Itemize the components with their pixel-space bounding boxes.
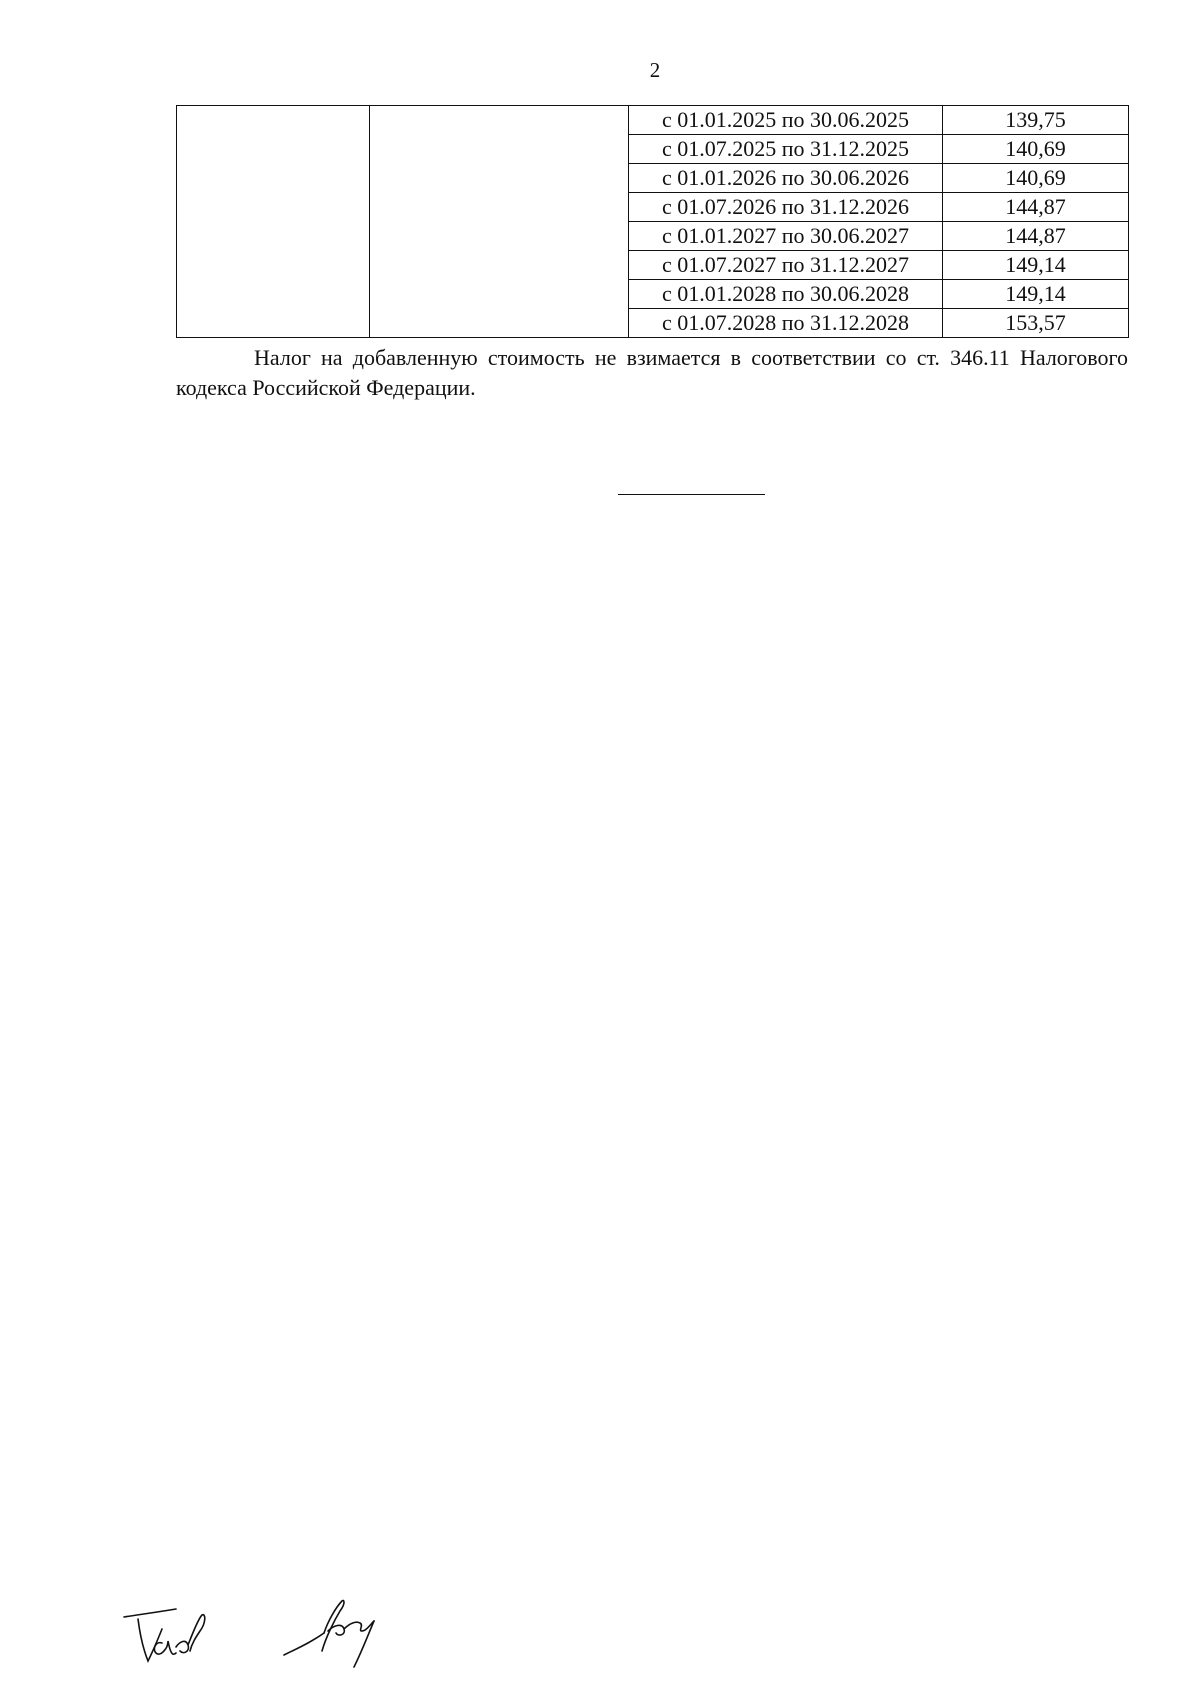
period-cell: с 01.01.2027 по 30.06.2027 (629, 222, 943, 251)
period-cell: с 01.01.2026 по 30.06.2026 (629, 164, 943, 193)
tariff-table (176, 105, 1129, 338)
period-cell: с 01.07.2025 по 31.12.2025 (629, 135, 943, 164)
period-cell: с 01.07.2028 по 31.12.2028 (629, 309, 943, 338)
value-cell: 153,57 (943, 309, 1129, 338)
page-number: 2 (649, 58, 661, 82)
period-cell: с 01.07.2027 по 31.12.2027 (629, 251, 943, 280)
value-cell: 149,14 (943, 280, 1129, 309)
value-cell: 140,69 (943, 164, 1129, 193)
period-cell: с 01.07.2026 по 31.12.2026 (629, 193, 943, 222)
table-empty-cell-2 (370, 106, 629, 338)
vat-note: Налог на добавленную стоимость не взимается в соответствии со ст. 346.11 Налогового кодекса Российской Федерации. (176, 345, 1128, 400)
table-row (177, 106, 1129, 135)
table-empty-cell-1 (177, 106, 370, 338)
value-cell: 139,75 (943, 106, 1129, 135)
value-cell: 144,87 (943, 222, 1129, 251)
end-divider (618, 494, 765, 495)
value-cell: 149,14 (943, 251, 1129, 280)
period-cell: с 01.01.2025 по 30.06.2025 (629, 106, 943, 135)
handwritten-signature-1-icon (118, 1595, 228, 1685)
value-cell: 140,69 (943, 135, 1129, 164)
value-cell: 144,87 (943, 193, 1129, 222)
handwritten-signature-2-icon (280, 1595, 390, 1685)
period-cell: с 01.01.2028 по 30.06.2028 (629, 280, 943, 309)
